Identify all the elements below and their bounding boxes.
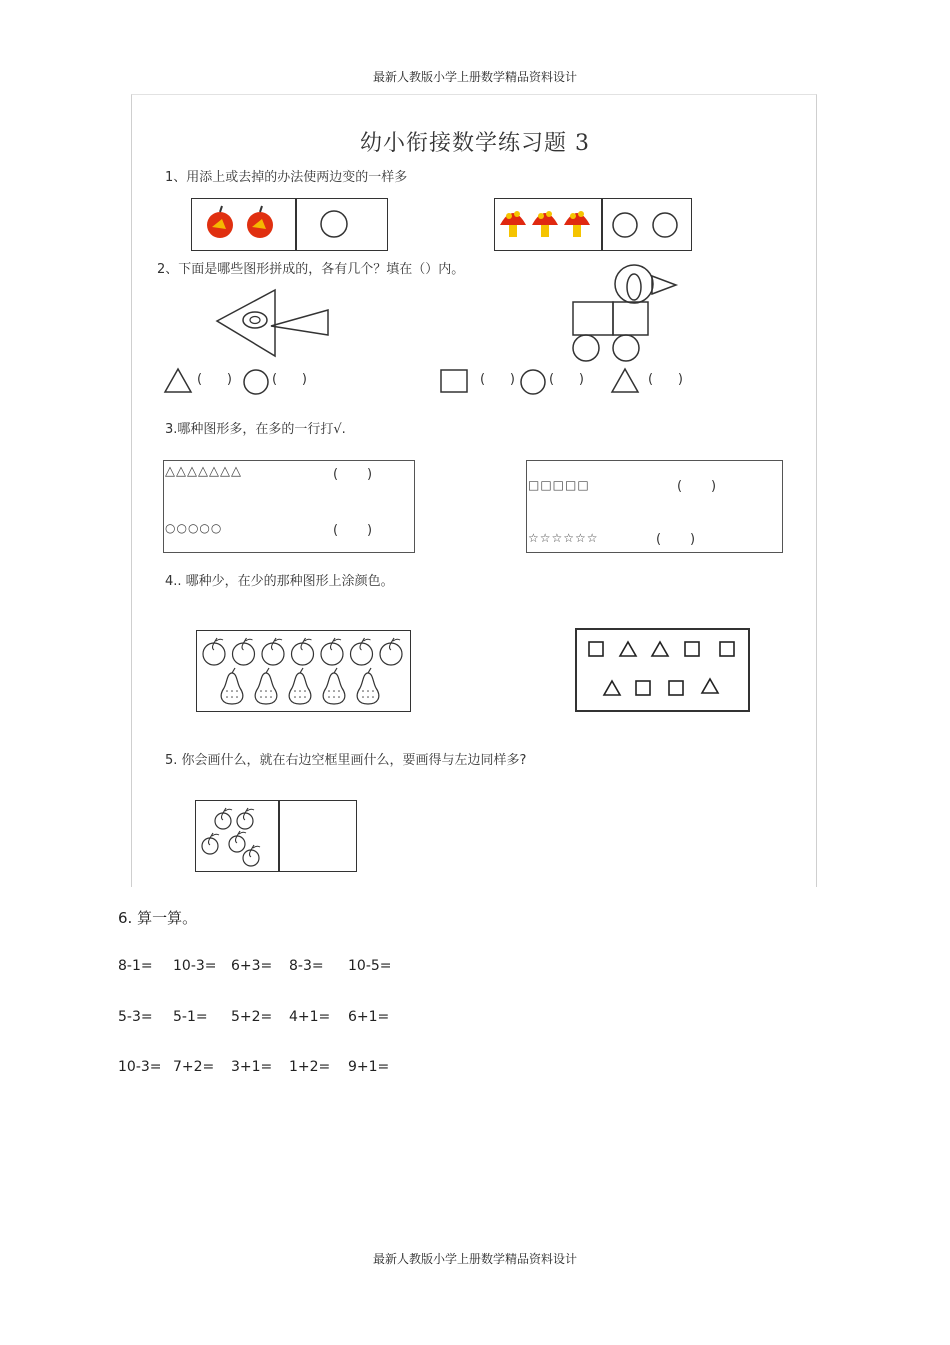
square-icon (720, 642, 734, 656)
apple-icon (292, 638, 314, 665)
calc-item: 1+2= (289, 1059, 331, 1075)
worksheet-title: 幼小衔接数学练习题 3 (360, 131, 590, 156)
star-row: ☆☆☆☆☆☆ (528, 531, 599, 545)
pear-icon (255, 668, 277, 704)
calc-row-1 (118, 958, 392, 974)
apple-icon (233, 638, 255, 665)
answer-blank[interactable]: ( ) (677, 479, 717, 494)
triangle-icon (611, 367, 641, 395)
calc-row-3 (118, 1059, 389, 1075)
calc-row-2 (118, 1009, 389, 1025)
mushroom-icon (564, 211, 590, 237)
calc-item: 10-3= (173, 958, 217, 974)
apple-icon (380, 638, 402, 665)
fish-figure (215, 288, 335, 360)
apple-icon (243, 845, 260, 866)
page-footer: 最新人教版小学上册数学精品资料设计 (372, 1252, 577, 1266)
duck-figure (568, 262, 683, 364)
question-4-text: 4.. 哪种少，在少的那种图形上涂颜色。 (165, 574, 394, 589)
calc-item: 6+1= (348, 1009, 390, 1025)
apple-icon (215, 808, 232, 829)
apple-icon (351, 638, 373, 665)
apple-icon (207, 206, 233, 238)
apple-icon (262, 638, 284, 665)
apple-icon (202, 833, 219, 854)
pear-icon (323, 668, 345, 704)
question-5-text: 5. 你会画什么，就在右边空框里画什么，要画得与左边同样多? (165, 753, 527, 768)
apple-icon (203, 638, 225, 665)
apple-icon (247, 206, 273, 238)
answer-blank[interactable]: ( ) (648, 372, 683, 387)
square-icon (440, 368, 470, 396)
square-row: □□□□□ (528, 478, 590, 492)
calc-item: 5-3= (118, 1009, 153, 1025)
question-1-text: 1、用添上或去掉的办法使两边变的一样多 (165, 170, 408, 185)
pear-icon (221, 668, 243, 704)
triangle-icon (620, 642, 636, 656)
mushroom-icon (532, 211, 558, 237)
triangle-icon (604, 681, 620, 695)
calc-item: 10-3= (118, 1059, 162, 1075)
calc-item: 10-5= (348, 958, 392, 974)
answer-blank[interactable]: ( ) (656, 532, 696, 547)
square-icon (685, 642, 699, 656)
answer-blank[interactable]: ( ) (549, 372, 584, 387)
mushroom-pictures (497, 203, 597, 247)
q1-two-circles (610, 210, 682, 240)
apple-icon (321, 638, 343, 665)
calc-item: 4+1= (289, 1009, 331, 1025)
mushroom-icon (500, 211, 526, 237)
apple-group (195, 800, 279, 872)
pear-icon (357, 668, 379, 704)
drawing-area[interactable] (280, 802, 354, 870)
answer-blank[interactable]: ( ) (333, 523, 373, 538)
question-2-text: 2、下面是哪些图形拼成的，各有几个？填在（）内。 (157, 262, 465, 277)
q1-left-divider (295, 198, 297, 251)
pear-icon (289, 668, 311, 704)
apple-pictures (200, 205, 290, 245)
circle-row: ○○○○○ (165, 521, 223, 535)
calc-item: 9+1= (348, 1059, 390, 1075)
answer-blank[interactable]: ( ) (272, 372, 307, 387)
calc-item: 3+1= (231, 1059, 273, 1075)
calc-item: 5-1= (173, 1009, 208, 1025)
page-header: 最新人教版小学上册数学精品资料设计 (372, 70, 577, 84)
question-6-title: 6. 算一算。 (118, 909, 198, 927)
square-icon (589, 642, 603, 656)
calc-item: 7+2= (173, 1059, 215, 1075)
shape-pictures (575, 628, 749, 710)
q1-right-divider (601, 198, 603, 251)
square-icon (669, 681, 683, 695)
circle-icon (519, 368, 549, 396)
apple-icon (229, 831, 246, 852)
answer-blank[interactable]: ( ) (480, 372, 515, 387)
answer-blank[interactable]: ( ) (197, 372, 232, 387)
circle-icon (242, 368, 272, 396)
calc-item: 6+3= (231, 958, 273, 974)
question-3-text: 3.哪种图形多，在多的一行打√. (165, 422, 346, 437)
apple-icon (237, 808, 254, 829)
calc-item: 8-1= (118, 958, 153, 974)
answer-blank[interactable]: ( ) (333, 467, 373, 482)
q1-circle-shape (318, 209, 352, 239)
triangle-icon (702, 679, 718, 693)
square-icon (636, 681, 650, 695)
triangle-icon (164, 367, 194, 395)
fruit-pictures (196, 630, 410, 712)
calc-item: 8-3= (289, 958, 324, 974)
triangle-icon (652, 642, 668, 656)
triangle-row: △△△△△△△ (165, 464, 242, 479)
calc-item: 5+2= (231, 1009, 273, 1025)
